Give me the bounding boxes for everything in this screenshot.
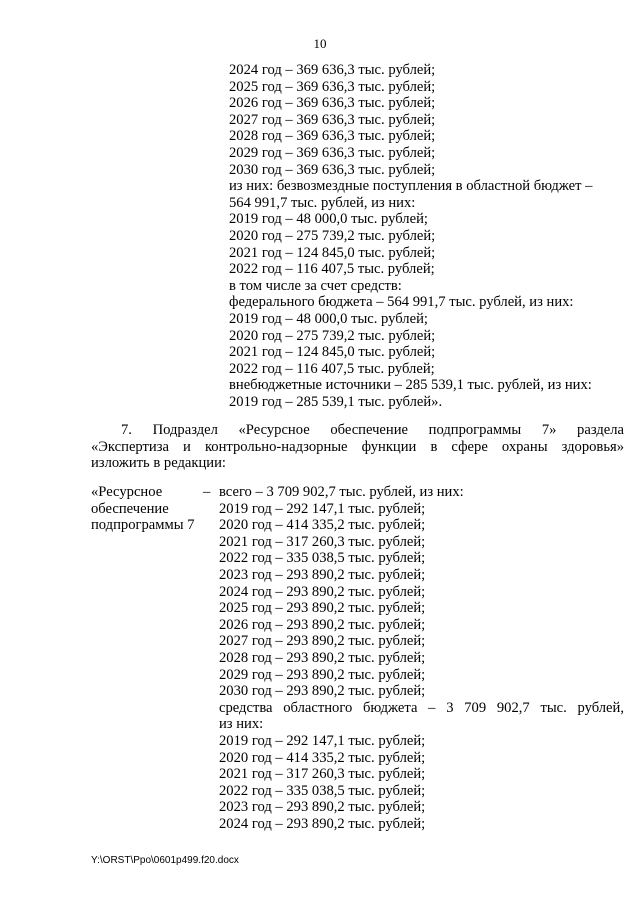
funding-line: 2022 год – 116 407,5 тыс. рублей;: [229, 261, 435, 278]
regional-budget-line: средства областного бюджета – 3 709 902,7 тыс. рублей,: [219, 699, 624, 716]
funding-line: внебюджетные источники – 285 539,1 тыс. рублей, из них:: [229, 377, 592, 394]
resource-line: 2029 год – 293 890,2 тыс. рублей;: [219, 666, 426, 683]
resource-label-line: «Ресурсное: [91, 484, 163, 500]
funding-line: из них: безвозмездные поступления в областной бюджет –: [229, 178, 593, 195]
funding-line: 2026 год – 369 636,3 тыс. рублей;: [229, 95, 436, 112]
regional-budget-line: из них:: [219, 716, 264, 733]
regional-line: 2019 год – 292 147,1 тыс. рублей;: [219, 732, 426, 749]
regional-line: 2021 год – 317 260,3 тыс. рублей;: [219, 766, 426, 783]
resource-label-line: подпрограммы 7: [91, 517, 195, 534]
resource-label: [91, 484, 201, 534]
resource-line: 2023 год – 293 890,2 тыс. рублей;: [219, 566, 426, 583]
amendment-paragraph: [91, 422, 624, 472]
paragraph-line: 7. Подраздел «Ресурсное обеспечение подпрограммы 7» раздела: [121, 422, 624, 438]
resource-line: 2025 год – 293 890,2 тыс. рублей;: [219, 600, 426, 617]
label-dash: –: [203, 484, 211, 500]
funding-line: 2028 год – 369 636,3 тыс. рублей;: [229, 128, 436, 145]
resource-line: 2028 год – 293 890,2 тыс. рублей;: [219, 649, 426, 666]
funding-line: 2029 год – 369 636,3 тыс. рублей;: [229, 144, 436, 161]
resource-line: 2022 год – 335 038,5 тыс. рублей;: [219, 550, 426, 567]
resource-line: 2021 год – 317 260,3 тыс. рублей;: [219, 533, 426, 550]
resource-line: 2030 год – 293 890,2 тыс. рублей;: [219, 683, 426, 700]
funding-line: 2019 год – 48 000,0 тыс. рублей;: [229, 211, 428, 228]
funding-line: 2025 год – 369 636,3 тыс. рублей;: [229, 78, 436, 95]
funding-line: 2020 год – 275 739,2 тыс. рублей;: [229, 227, 436, 244]
funding-line: 2027 год – 369 636,3 тыс. рублей;: [229, 111, 436, 128]
funding-line: 2019 год – 48 000,0 тыс. рублей;: [229, 310, 428, 327]
resource-line: 2024 год – 293 890,2 тыс. рублей;: [219, 583, 426, 600]
funding-line: 2024 год – 369 636,3 тыс. рублей;: [229, 62, 436, 78]
resource-line: 2019 год – 292 147,1 тыс. рублей;: [219, 500, 426, 517]
funding-line: 2030 год – 369 636,3 тыс. рублей;: [229, 161, 436, 178]
resource-values: [219, 484, 624, 832]
regional-line: 2023 год – 293 890,2 тыс. рублей;: [219, 799, 426, 816]
funding-line: федерального бюджета – 564 991,7 тыс. рублей, из них:: [229, 294, 574, 311]
funding-line: 2021 год – 124 845,0 тыс. рублей;: [229, 344, 436, 361]
resource-line: 2026 год – 293 890,2 тыс. рублей;: [219, 616, 426, 633]
funding-line: 2021 год – 124 845,0 тыс. рублей;: [229, 244, 436, 261]
page-number: 10: [313, 36, 327, 51]
paragraph-line: изложить в редакции:: [91, 455, 226, 472]
funding-continuation: [229, 62, 624, 410]
resource-line: 2020 год – 414 335,2 тыс. рублей;: [219, 517, 426, 534]
funding-line: 564 991,7 тыс. рублей, из них:: [229, 194, 416, 211]
funding-line: 2019 год – 285 539,1 тыс. рублей».: [229, 393, 443, 410]
resource-line: всего – 3 709 902,7 тыс. рублей, из них:: [219, 484, 464, 500]
regional-line: 2024 год – 293 890,2 тыс. рублей;: [219, 815, 426, 832]
funding-line: 2022 год – 116 407,5 тыс. рублей;: [229, 360, 435, 377]
regional-line: 2020 год – 414 335,2 тыс. рублей;: [219, 749, 426, 766]
file-path-footer: Y:\ORST\Ppo\0601p499.f20.docx: [91, 855, 239, 866]
regional-line: 2022 год – 335 038,5 тыс. рублей;: [219, 782, 426, 799]
funding-line: 2020 год – 275 739,2 тыс. рублей;: [229, 327, 436, 344]
resource-label-line: обеспечение: [91, 500, 169, 517]
paragraph-line: «Экспертиза и контрольно-надзорные функции в сфере охраны здоровья»: [91, 438, 624, 455]
funding-line: в том числе за счет средств:: [229, 277, 402, 294]
resource-line: 2027 год – 293 890,2 тыс. рублей;: [219, 633, 426, 650]
